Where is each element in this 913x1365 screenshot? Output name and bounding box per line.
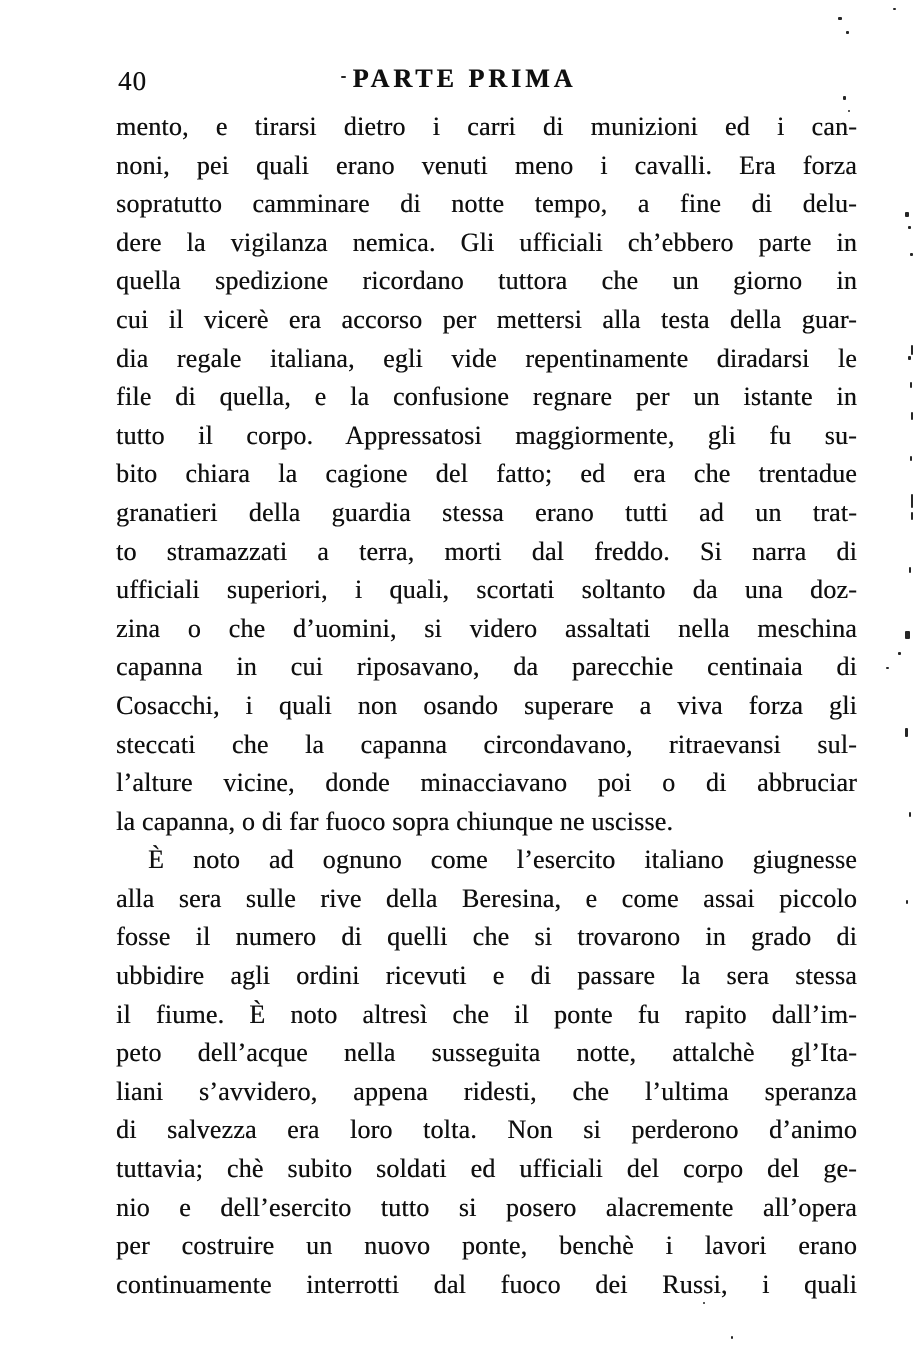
page-header [116, 64, 857, 104]
scan-speck [908, 356, 911, 360]
text-line: cui il vicerè era accorso per mettersi alla testa della guar- [116, 304, 857, 334]
text-line: l’alture vicine, donde minacciavano poi o di abbruciar [116, 768, 857, 798]
text-line: È noto ad ognuno come l’esercito italiano giugnesse [148, 845, 857, 875]
text-line: bito chiara la cagione del fatto; ed era che trentadue [116, 459, 857, 489]
text-line: granatieri della guardia stessa erano tutti ad un trat- [116, 497, 857, 527]
text-line: la capanna, o di far fuoco sopra chiunque ne uscisse. [116, 806, 674, 836]
scan-speck [703, 1302, 705, 1304]
scan-speck [910, 382, 912, 388]
text-line: ubbidire agli ordini ricevuti e di passare la sera stessa [116, 961, 857, 991]
text-line: capanna in cui riposavano, da parecchie centinaia di [116, 652, 857, 682]
scan-speck [906, 900, 908, 904]
scan-speck [909, 567, 911, 573]
text-line: Cosacchi, i quali non osando superare a viva forza gli [116, 690, 857, 720]
text-line: file di quella, e la confusione regnare per un istante in [116, 382, 857, 412]
text-line: dere la vigilanza nemica. Gli ufficiali ch’ebbero parte in [116, 227, 857, 257]
text-line: continuamente interrotti dal fuoco dei Russi, i quali [116, 1269, 857, 1299]
scan-speck [846, 31, 849, 34]
scan-speck [838, 17, 842, 20]
scan-speck [848, 110, 850, 112]
page-number: 40 [118, 66, 147, 96]
text-line: dia regale italiana, egli vide repentinamente diradarsi le [116, 343, 857, 373]
text-line: alla sera sulle rive della Beresina, e come assai piccolo [116, 883, 857, 913]
text-line: il fiume. È noto altresì che il ponte fu rapito dall’im- [116, 999, 857, 1029]
text-line: fosse il numero di quelli che si trovarono in grado di [116, 922, 857, 952]
text-line: liani s’avvidero, appena ridesti, che l’ultima speranza [116, 1076, 857, 1106]
text-line: steccati che la capanna circondavano, ritraevansi sul- [116, 729, 857, 759]
text-line: ufficiali superiori, i quali, scortati soltanto da una doz- [116, 575, 857, 605]
running-head: PARTE PRIMA [352, 64, 577, 93]
scan-speck [905, 631, 910, 639]
text-line: peto dell’acque nella susseguita notte, attalchè gl’Ita- [116, 1038, 857, 1068]
scan-speck [893, 8, 896, 10]
text-line: sopratutto camminare di notte tempo, a fine di delu- [116, 189, 857, 219]
scan-speck [731, 1336, 733, 1339]
scan-speck [905, 212, 909, 217]
scan-speck [898, 652, 901, 655]
scan-speck [341, 76, 346, 78]
text-line: noni, pei quali erano venuti meno i cavalli. Era forza [116, 150, 857, 180]
text-column [116, 108, 857, 1304]
text-line: di salvezza era loro tolta. Non si perderono d’animo [116, 1115, 857, 1145]
text-line: to stramazzati a terra, morti dal freddo. Si narra di [116, 536, 857, 566]
text-line: per costruire un nuovo ponte, benchè i lavori erano [116, 1231, 857, 1261]
scan-speck [843, 96, 846, 100]
scan-speck [909, 812, 911, 817]
scan-speck [910, 456, 912, 461]
text-line: tutto il corpo. Appressatosi maggiormente, gli fu su- [116, 420, 857, 450]
text-line: quella spedizione ricordano tuttora che un giorno in [116, 266, 857, 296]
text-line: mento, e tirarsi dietro i carri di munizioni ed i can- [116, 112, 857, 141]
scan-speck [908, 226, 911, 229]
text-line: tuttavia; chè subito soldati ed ufficiali del corpo del ge- [116, 1154, 857, 1184]
text-line: zina o che d’uomini, si videro assaltati nella meschina [116, 613, 857, 643]
scan-speck [886, 667, 889, 669]
scan-speck [905, 728, 908, 737]
text-line: nio e dell’esercito tutto si posero alacremente all’opera [116, 1192, 857, 1222]
